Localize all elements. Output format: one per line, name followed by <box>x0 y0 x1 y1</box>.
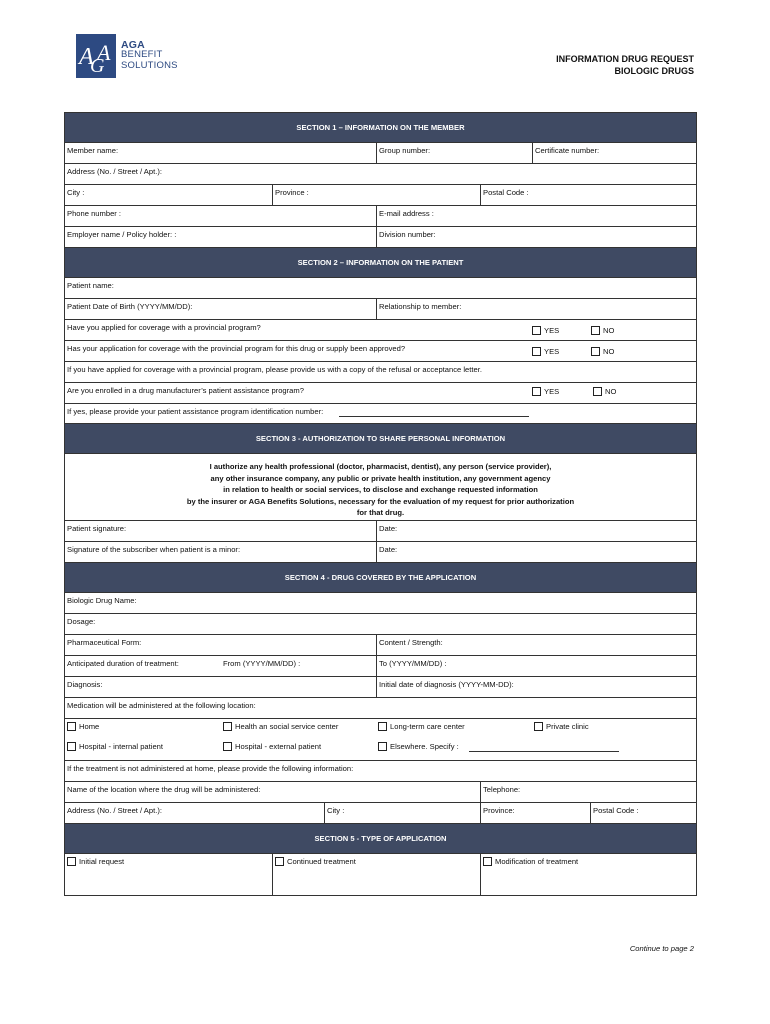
program-id-input[interactable] <box>339 408 529 417</box>
initial-request-label: Initial request <box>79 857 125 866</box>
approved-question <box>65 341 696 361</box>
certificate-number-field[interactable]: Certificate number: <box>532 143 696 163</box>
diagnosis-field[interactable]: Diagnosis: <box>67 680 103 689</box>
location-elsewhere-label: Elsewhere. Specify : <box>390 742 459 751</box>
location-postal-code-field[interactable]: Postal Code : <box>590 803 696 823</box>
location-external-option[interactable] <box>221 739 376 760</box>
applied-no-option[interactable] <box>591 325 614 336</box>
checkbox-icon[interactable] <box>593 387 602 396</box>
row-member <box>65 142 696 163</box>
division-number-field[interactable]: Division number: <box>376 227 696 247</box>
row-program-id <box>65 403 696 423</box>
location-city-field[interactable]: City : <box>324 803 480 823</box>
initial-diagnosis-date-field[interactable]: Initial date of diagnosis (YYYY-MM-DD): <box>376 677 696 697</box>
row-not-home <box>65 760 696 781</box>
applied-question <box>65 320 696 340</box>
row-location-name <box>65 781 696 802</box>
elsewhere-specify-input[interactable] <box>469 743 619 752</box>
checkbox-icon[interactable] <box>532 347 541 356</box>
svg-text:A: A <box>97 39 111 65</box>
logo-line-3: SOLUTIONS <box>121 59 178 71</box>
logo-line-2: BENEFIT <box>121 49 163 61</box>
patient-dob-field[interactable]: Patient Date of Birth (YYYY/MM/DD): <box>67 302 193 311</box>
location-address-field[interactable]: Address (No. / Street / Apt.): <box>67 806 162 815</box>
enrolled-no-option[interactable] <box>593 386 616 397</box>
row-patient-name <box>65 277 696 298</box>
content-strength-field[interactable]: Content / Strength: <box>376 635 696 655</box>
member-name-field[interactable]: Member name: <box>67 146 119 155</box>
relationship-field[interactable]: Relationship to member: <box>376 299 696 319</box>
location-longterm-option[interactable] <box>376 719 532 739</box>
checkbox-icon[interactable] <box>67 742 76 751</box>
email-address-field[interactable]: E-mail address : <box>376 206 696 226</box>
checkbox-icon[interactable] <box>67 857 76 866</box>
dosage-field[interactable]: Dosage: <box>67 617 96 626</box>
location-health-option[interactable] <box>221 719 376 739</box>
applied-yes-option[interactable] <box>532 325 559 336</box>
row-approved <box>65 340 696 361</box>
authorization-statement <box>65 453 696 520</box>
checkbox-icon[interactable] <box>534 722 543 731</box>
drug-name-field[interactable]: Biologic Drug Name: <box>67 596 137 605</box>
row-duration <box>65 655 696 676</box>
yes-label: YES <box>544 387 560 396</box>
program-id-label: If yes, please provide your patient assistance program identification number: <box>67 407 324 416</box>
document-title <box>556 53 694 77</box>
row-locations-1 <box>65 718 696 739</box>
program-id-question <box>65 404 696 423</box>
patient-signature-date-field[interactable]: Date: <box>376 521 696 541</box>
section-4-header: SECTION 4 - DRUG COVERED BY THE APPLICATION <box>65 562 696 592</box>
row-location-intro <box>65 697 696 718</box>
checkbox-icon[interactable] <box>67 722 76 731</box>
section-1-header: SECTION 1 – INFORMATION ON THE MEMBER <box>65 112 696 142</box>
location-longterm-label: Long-term care center <box>390 722 465 731</box>
location-external-label: Hospital - external patient <box>235 742 322 751</box>
section-5-header: SECTION 5 - TYPE OF APPLICATION <box>65 823 696 853</box>
title-line-1: INFORMATION DRUG REQUEST <box>556 54 694 64</box>
row-address <box>65 163 696 184</box>
subscriber-signature-date-field[interactable]: Date: <box>376 542 696 562</box>
row-refusal-note <box>65 361 696 382</box>
checkbox-icon[interactable] <box>532 326 541 335</box>
location-intro: Medication will be administered at the following location: <box>67 701 256 710</box>
section-2-header: SECTION 2 – INFORMATION ON THE PATIENT <box>65 247 696 277</box>
approved-no-option[interactable] <box>591 346 614 357</box>
row-form <box>65 634 696 655</box>
refusal-note: If you have applied for coverage with a provincial program, please provide us with a copy of the refusal or acceptance letter. <box>67 365 482 374</box>
no-label: NO <box>605 387 617 396</box>
location-elsewhere-option[interactable] <box>376 739 696 760</box>
svg-text:G: G <box>90 54 105 77</box>
initial-request-option[interactable] <box>65 854 272 895</box>
checkbox-icon[interactable] <box>532 387 541 396</box>
row-dosage <box>65 613 696 634</box>
duration-label: Anticipated duration of treatment: <box>67 659 179 668</box>
row-city <box>65 184 696 205</box>
checkbox-icon[interactable] <box>378 742 387 751</box>
row-phone <box>65 205 696 226</box>
auth-line-5: for that drug. <box>356 508 405 517</box>
checkbox-icon[interactable] <box>483 857 492 866</box>
no-label: NO <box>603 326 615 335</box>
no-label: NO <box>603 347 615 356</box>
yes-label: YES <box>544 347 560 356</box>
employer-name-field[interactable]: Employer name / Policy holder: : <box>67 230 177 239</box>
checkbox-icon[interactable] <box>275 857 284 866</box>
location-health-label: Health an social service center <box>235 722 339 731</box>
location-home-option[interactable] <box>65 719 221 739</box>
member-postal-code-field[interactable]: Postal Code : <box>480 185 696 205</box>
request-form <box>64 112 697 896</box>
modification-treatment-label: Modification of treatment <box>495 857 579 866</box>
subscriber-signature-field[interactable]: Signature of the subscriber when patient is a minor: <box>67 545 241 554</box>
modification-treatment-option[interactable] <box>480 854 696 895</box>
auth-line-1: I authorize any health professional (doctor, pharmacist, dentist), any person (service provider), <box>209 462 552 471</box>
checkbox-icon[interactable] <box>223 742 232 751</box>
continue-note: Continue to page 2 <box>629 944 694 953</box>
location-internal-label: Hospital - internal patient <box>79 742 163 751</box>
enrolled-yes-option[interactable] <box>532 386 559 397</box>
row-location-address <box>65 802 696 823</box>
svg-text:A: A <box>79 43 94 70</box>
continued-treatment-label: Continued treatment <box>287 857 356 866</box>
pharmaceutical-form-field[interactable]: Pharmaceutical Form: <box>67 638 142 647</box>
auth-line-3: in relation to health or social services, to disclose and exchange requested information <box>223 485 538 494</box>
row-patient-dob <box>65 298 696 319</box>
not-home-note: If the treatment is not administered at home, please provide the following information: <box>67 764 354 773</box>
row-diagnosis <box>65 676 696 697</box>
checkbox-icon[interactable] <box>223 722 232 731</box>
member-address-field[interactable]: Address (No. / Street / Apt.): <box>67 167 162 176</box>
member-city-field[interactable]: City : <box>67 188 85 197</box>
logo-wordmark <box>121 40 178 72</box>
section-3-header: SECTION 3 - AUTHORIZATION TO SHARE PERSONAL INFORMATION <box>65 423 696 453</box>
member-province-field[interactable]: Province : <box>272 185 480 205</box>
location-telephone-field[interactable]: Telephone: <box>480 782 696 802</box>
checkbox-icon[interactable] <box>591 326 600 335</box>
duration-to-field[interactable]: To (YYYY/MM/DD) : <box>376 656 696 676</box>
applied-question-label: Have you applied for coverage with a provincial program? <box>67 323 261 332</box>
row-applied <box>65 319 696 340</box>
group-number-field[interactable]: Group number: <box>376 143 532 163</box>
logo-line-1: AGA <box>121 38 145 51</box>
row-drug-name <box>65 592 696 613</box>
title-line-2: BIOLOGIC DRUGS <box>614 66 694 76</box>
approved-yes-option[interactable] <box>532 346 559 357</box>
location-province-field[interactable]: Province: <box>480 803 590 823</box>
enrolled-question <box>65 383 696 403</box>
row-application-type <box>65 853 696 895</box>
yes-label: YES <box>544 326 560 335</box>
phone-number-field[interactable]: Phone number : <box>67 209 122 218</box>
row-employer <box>65 226 696 247</box>
row-subscriber-signature <box>65 541 696 562</box>
row-enrolled <box>65 382 696 403</box>
auth-line-4: by the insurer or AGA Benefits Solutions, necessary for the evaluation of my request for prior authorization <box>186 496 575 506</box>
patient-signature-field[interactable]: Patient signature: <box>67 524 127 533</box>
location-name-field[interactable]: Name of the location where the drug will be administered: <box>67 785 261 794</box>
row-patient-signature <box>65 520 696 541</box>
enrolled-question-label: Are you enrolled in a drug manufacturer’s patient assistance program? <box>67 386 304 395</box>
location-internal-option[interactable] <box>65 739 221 760</box>
duration-from-field[interactable]: From (YYYY/MM/DD) : <box>223 659 301 668</box>
row-locations-2 <box>65 739 696 760</box>
checkbox-icon[interactable] <box>378 722 387 731</box>
aga-logo-icon <box>76 34 116 78</box>
location-private-label: Private clinic <box>546 722 589 731</box>
auth-line-2: any other insurance company, any public or private health institution, any government agency <box>210 473 551 483</box>
location-home-label: Home <box>79 722 100 731</box>
location-private-option[interactable] <box>532 719 696 739</box>
patient-name-field[interactable]: Patient name: <box>67 281 114 290</box>
checkbox-icon[interactable] <box>591 347 600 356</box>
approved-question-label: Has your application for coverage with the provincial program for this drug or supply been approved? <box>67 344 406 353</box>
continued-treatment-option[interactable] <box>272 854 480 895</box>
company-logo <box>76 33 186 78</box>
